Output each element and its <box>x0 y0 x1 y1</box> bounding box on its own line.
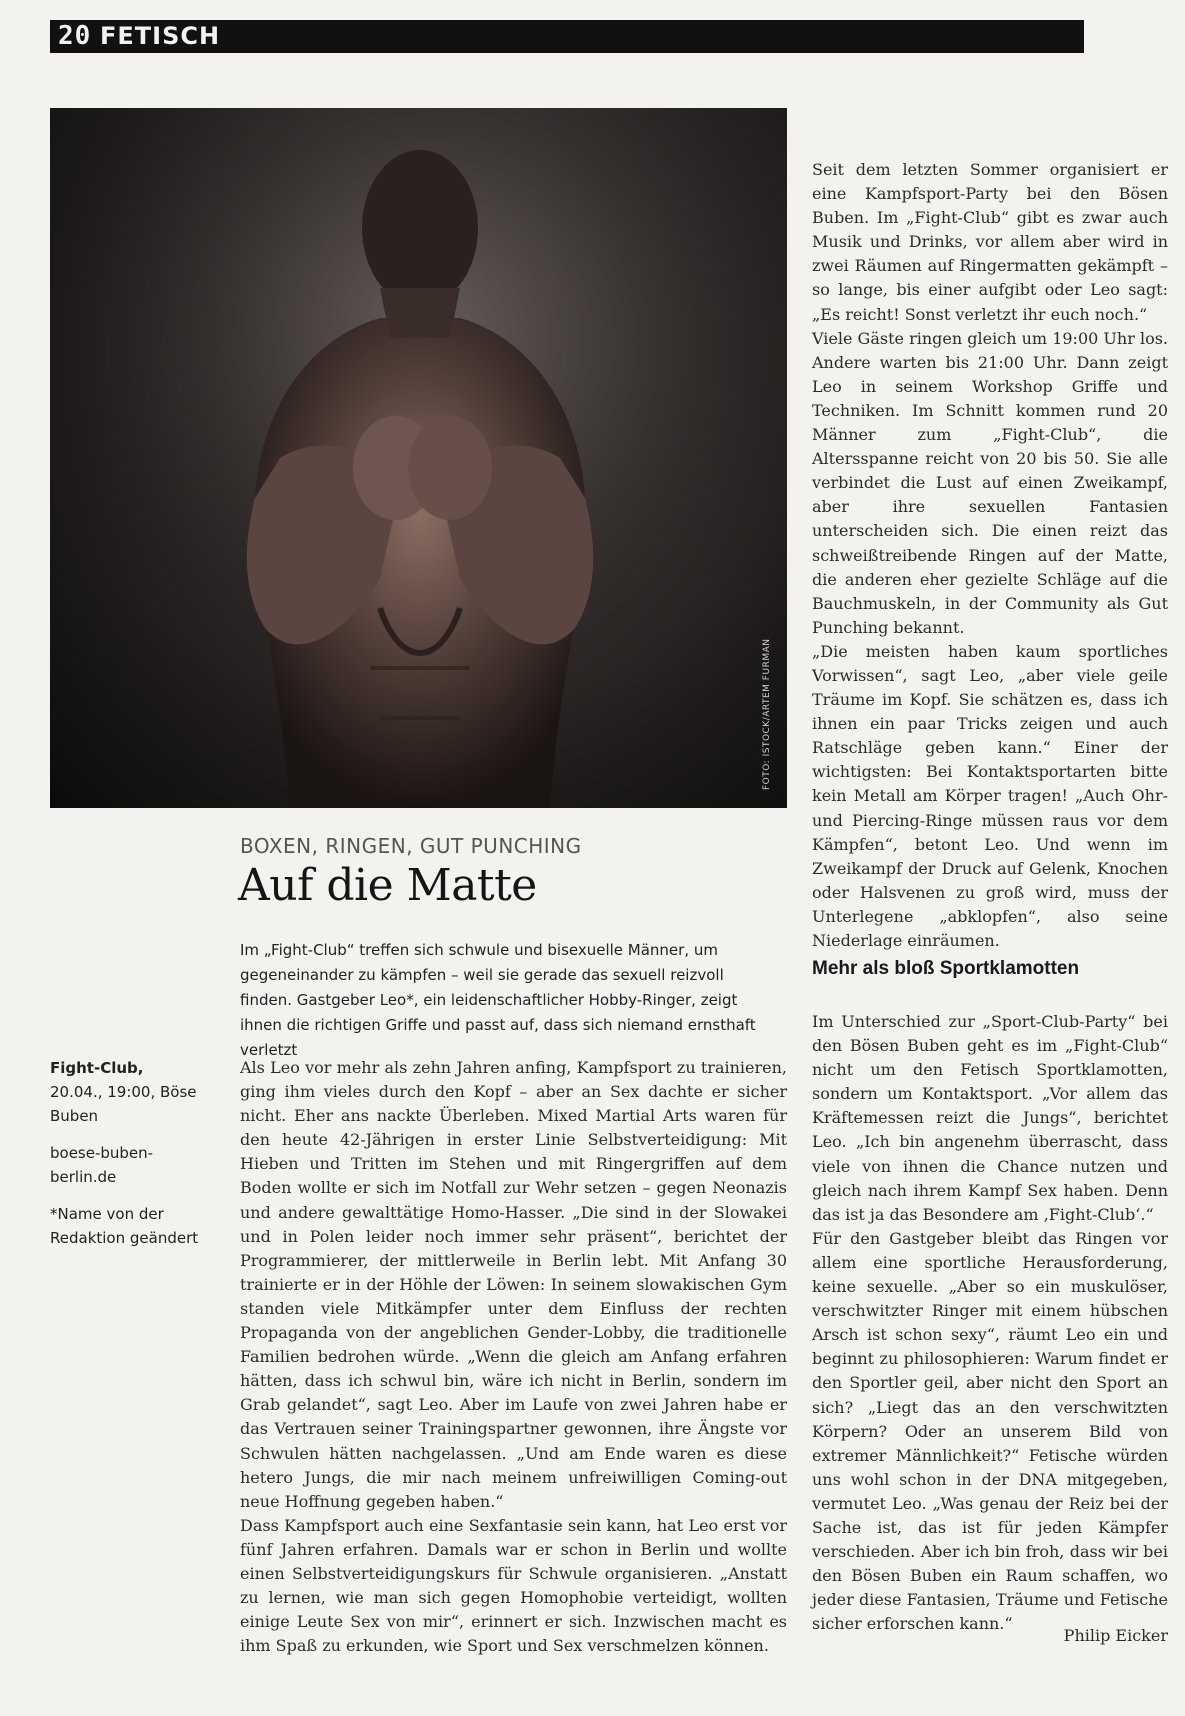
paragraph: Dass Kampfsport auch eine Sexfantasie sein kann, hat Leo erst vor fünf Jahren erfahren. Damals war er schon in Berlin und wollte einen Selbstverteidigungskurs für Schwule organisieren. „Anstatt zu lernen, wie man sich gegen Homophobie verteidigt, wollten einige Leute Sex von mir“, erinnert er sich. Inzwischen macht es ihm Spaß zu erkunden, wie Sport und Sex verschmelzen können. <box>240 1515 787 1656</box>
paragraph: Seit dem letzten Sommer organisiert er eine Kampfsport-Party bei den Bösen Buben. Im „Fight-Club“ gibt es zwar auch Musik und Drinks, vor allem aber wird in zwei Räumen auf Ringermatten gekämpft – so lange, bis einer aufgibt oder Leo sagt: „Es reicht! Sonst verletzt ihr euch noch.“ <box>812 160 1168 324</box>
body-column-right-top <box>812 158 1168 953</box>
boxer-figure-illustration <box>50 108 787 808</box>
paragraph: Für den Gastgeber bleibt das Ringen vor allem eine sportliche Herausforderung, keine sexuelle. „Aber so ein muskulöser, verschwitzter Ringer mit einem hübschen Arsch ist schon sexy“, räumt Leo ein und beginnt zu philosophieren: Warum findet er den Sportler geil, aber nicht den Sport an sich? „Liegt das an den verschwitzten Körpern? Oder an unserem Bild von extremer Männlichkeit?“ Fetische würden uns wohl schon in der DNA mitgegeben, vermutet Leo. „Was genau der Reiz bei der Sache ist, das ist für jeden Kämpfer verschieden. Aber ich bin froh, dass wir bei den Bösen Buben ein Raum schaffen, wo jeder diese Fantasien, Träume und Fetische sicher erforschen kann.“ <box>812 1228 1168 1634</box>
article-headline: Auf die Matte <box>238 860 537 911</box>
event-info <box>50 1056 200 1128</box>
event-website: boese-buben-berlin.de <box>50 1144 154 1186</box>
author-byline: Philip Eicker <box>1063 1626 1168 1645</box>
photo-credit: FOTO: ISTOCK/ARTEM FURMAN <box>762 638 772 790</box>
section-title: FETISCH <box>100 22 221 50</box>
subheading: Mehr als bloß Sportklamotten <box>812 958 1080 979</box>
body-column-left <box>240 1056 787 1658</box>
event-name: Fight-Club, <box>50 1059 144 1077</box>
article-intro: Im „Fight-Club“ treffen sich schwule und bisexuelle Männer, um gegeneinander zu kämpfen – weil sie gerade das sexuell reizvoll finden. Gastgeber Leo*, ein leidenschaftlicher Hobby-Ringer, zeigt ihnen die richtigen Griffe und passt auf, dass sich niemand ernsthaft verletzt <box>240 941 756 1059</box>
paragraph: Im Unterschied zur „Sport-Club-Party“ bei den Bösen Buben geht es im „Fight-Club“ nicht um den Fetisch Sportklamotten, sondern um Kontaktsport. „Vor allem das Kräftemessen reizt die Jungs“, berichtet Leo. „Ich bin angenehm überrascht, dass viele von ihnen die Chance nutzen und gleich nach ihrem Kampf Sex haben. Denn das ist ja das Besondere am ‚Fight-Club‘.“ <box>812 1012 1168 1224</box>
event-details: 20.04., 19:00, Böse Buben <box>50 1083 197 1125</box>
paragraph: Viele Gäste ringen gleich um 19:00 Uhr los. Andere warten bis 21:00 Uhr. Dann zeigt Leo in seinem Workshop Griffe und Techniken. Im Schnitt kommen rund 20 Männer zum „Fight-Club“, die Altersspanne reicht von 20 bis 50. Sie alle verbindet die Lust auf einen Zweikampf, aber ihre sexuellen Fantasien unterscheiden sich. Die einen reizt das schweißtreibende Ringen auf der Matte, die anderen eher gezielte Schläge auf die Bauchmuskeln, in der Community als Gut Punching bekannt. <box>812 328 1168 637</box>
paragraph: „Die meisten haben kaum sportliches Vorwissen“, sagt Leo, „aber viele geile Träume im Kopf. Sie schätzen es, dass ich ihnen ein paar Tricks zeigen und auch Ratschläge geben kann.“ Einer der wichtigsten: Bei Kontaktsportarten bitte kein Metall am Körper tragen! „Auch Ohr- und Piercing-Ringe müssen raus vor dem Kämpfen“, betont Leo. Und wenn im Zweikampf der Druck auf Gelenk, Knochen oder Halsvenen zu groß wird, muss der Unterlegene „abklopfen“, also seine Niederlage einräumen. <box>812 641 1168 950</box>
footnote: *Name von der Redaktion geändert <box>50 1205 199 1247</box>
boxer-photo <box>50 108 787 808</box>
page-number: 20 <box>58 21 92 51</box>
info-sidebar <box>50 1056 200 1263</box>
article-kicker: BOXEN, RINGEN, GUT PUNCHING <box>240 834 582 858</box>
paragraph: Als Leo vor mehr als zehn Jahren anfing, Kampfsport zu trainieren, ging ihm vieles durch den Kopf – aber an Sex dachte er sicher nicht. Eher ans nackte Überleben. Mixed Martial Arts waren für den heute 42-Jährigen in erster Linie Selbstverteidigung: Mit Hieben und Tritten im Stehen und mit Ringergriffen auf dem Boden wollte er sich im Notfall zur Wehr setzen – gegen Neonazis und andere gewalttätige Homo-Hasser. „Die sind in der Slowakei und in Polen leider noch immer sehr präsent“, berichtet der Programmierer, der mittlerweile in Berlin lebt. Mit Anfang 30 trainierte er in der Höhle der Löwen: In seinem slowakischen Gym standen viele Mitkämpfer unter dem Einfluss der rechten Propaganda von der angeblichen Gender-Lobby, die traditionelle Familien bedrohen würde. „Wenn die gleich am Anfang erfahren hätten, dass ich schwul bin, wäre ich nicht in Berlin, sondern im Grab gelandet“, sagt Leo. Aber im Laufe von zwei Jahren habe er das Vertrauen seiner Trainingspartner gewonnen, ihre Ängste vor Schwulen hätten nachgelassen. „Und am Ende waren es diese hetero Jungs, die mir nach meinem unfreiwilligen Coming-out neue Hoffnung gegeben haben.“ <box>240 1058 787 1511</box>
body-column-right-bottom <box>812 1010 1168 1636</box>
